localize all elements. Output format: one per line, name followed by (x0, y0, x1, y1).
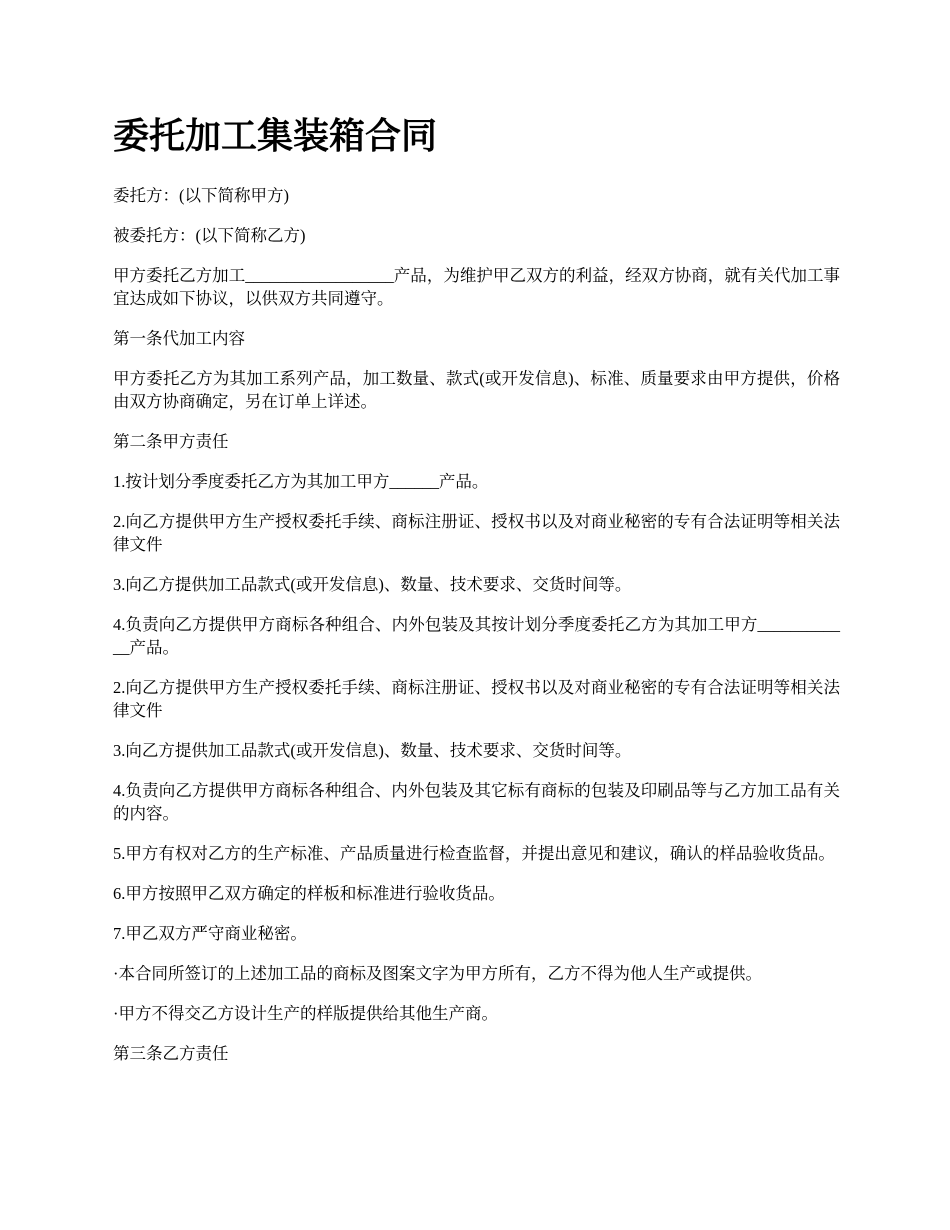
document-title: 委托加工集装箱合同 (113, 116, 438, 156)
clause-item: 7.甲乙双方严守商业秘密。 (113, 924, 307, 943)
article-1-heading: 第一条代加工内容 (113, 329, 245, 348)
clause-item: 6.甲方按照甲乙双方确定的样板和标准进行验收货品。 (113, 884, 505, 903)
article-2-heading: 第二条甲方责任 (113, 432, 229, 451)
clause-item: 3.向乙方提供加工品款式(或开发信息)、数量、技术要求、交货时间等。 (113, 575, 632, 594)
preamble-paragraph: 甲方委托乙方加工__________________产品，为维护甲乙双方的利益，经双方协商，就有关代加工事宜达成如下协议，以供双方共同遵守。 (113, 266, 840, 308)
article-3-heading: 第三条乙方责任 (113, 1044, 229, 1063)
clause-item: 2.向乙方提供甲方生产授权委托手续、商标注册证、授权书以及对商业秘密的专有合法证明等相关法律文件 (113, 512, 840, 554)
article-1-body: 甲方委托乙方为其加工系列产品，加工数量、款式(或开发信息)、标准、质量要求由甲方提供，价格由双方协商确定，另在订单上详述。 (113, 369, 840, 411)
bullet-clause: ·本合同所签订的上述加工品的商标及图案文字为甲方所有，乙方不得为他人生产或提供。 (113, 964, 762, 983)
clause-item: 1.按计划分季度委托乙方为其加工甲方______产品。 (113, 472, 489, 491)
party-b-line: 被委托方：(以下简称乙方) (113, 226, 306, 245)
clause-item: 4.负责向乙方提供甲方商标各种组合、内外包装及其按计划分季度委托乙方为其加工甲方____________产品。 (113, 615, 840, 657)
clause-item: 2.向乙方提供甲方生产授权委托手续、商标注册证、授权书以及对商业秘密的专有合法证明等相关法律文件 (113, 678, 840, 720)
document-page (113, 112, 840, 1082)
clause-item: 5.甲方有权对乙方的生产标准、产品质量进行检查监督，并提出意见和建议，确认的样品验收货品。 (113, 844, 835, 863)
clause-item: 3.向乙方提供加工品款式(或开发信息)、数量、技术要求、交货时间等。 (113, 741, 632, 760)
clause-item: 4.负责向乙方提供甲方商标各种组合、内外包装及其它标有商标的包装及印刷品等与乙方加工品有关的内容。 (113, 781, 840, 823)
bullet-clause: ·甲方不得交乙方设计生产的样版提供给其他生产商。 (113, 1004, 498, 1023)
party-a-line: 委托方：(以下简称甲方) (113, 186, 289, 205)
